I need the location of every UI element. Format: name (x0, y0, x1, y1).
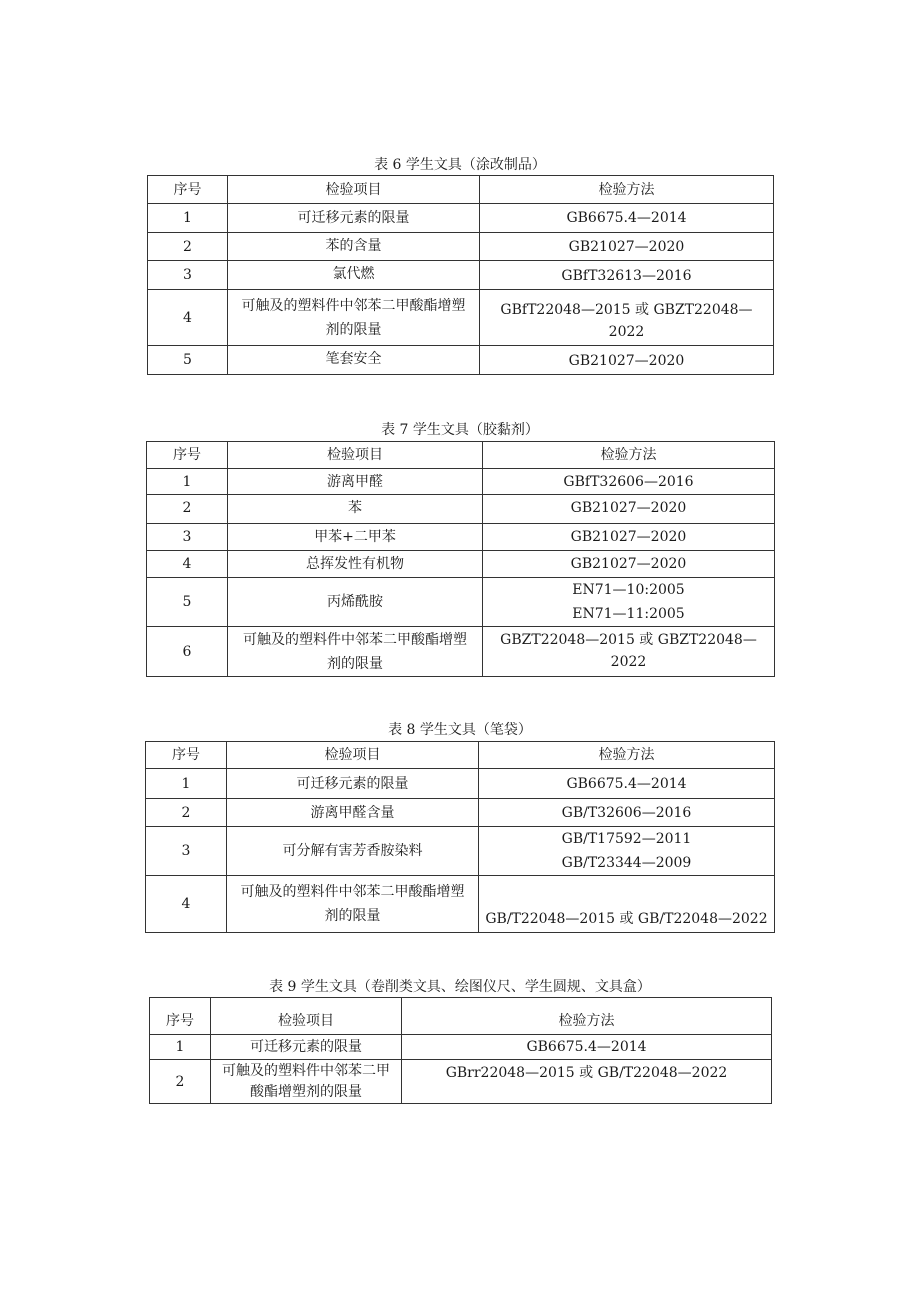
row-item (227, 876, 479, 933)
row-method-line: EN71—11:2005 (572, 606, 685, 622)
table-header-row (148, 176, 774, 204)
header-no: 序号 (146, 742, 227, 769)
row-method: GB6675.4—2014 (479, 769, 775, 799)
table-row (146, 827, 775, 876)
row-item: 可迁移元素的限量 (227, 769, 479, 799)
row-no: 3 (147, 524, 228, 551)
row-no: 4 (146, 876, 227, 933)
header-no: 序号 (147, 442, 228, 469)
row-item: 游离甲醛 (228, 469, 483, 495)
table-6 (147, 175, 774, 375)
row-method: GB6675.4—2014 (402, 1035, 772, 1060)
row-method-line: GB/T23344—2009 (561, 855, 692, 871)
table-6-caption: 表 6 学生文具（涂改制品） (374, 157, 546, 173)
row-method: GB/T22048—2015 或 GB/T22048—2022 (479, 876, 775, 933)
row-item: 甲苯+二甲苯 (228, 524, 483, 551)
header-no: 序号 (150, 998, 211, 1035)
row-item (228, 627, 483, 677)
row-no: 1 (146, 769, 227, 799)
row-no: 1 (147, 469, 228, 495)
table-row (148, 233, 774, 261)
row-method (479, 827, 775, 876)
table-row (147, 551, 775, 578)
table-header-row (146, 742, 775, 769)
row-method-line: GB/T17592—2011 (561, 831, 692, 847)
table-header-row (147, 442, 775, 469)
row-item-line: 剂的限量 (325, 321, 382, 338)
row-method (483, 578, 775, 627)
row-item: 游离甲醛含量 (227, 799, 479, 827)
row-no: 3 (148, 261, 228, 290)
table-7-caption: 表 7 学生文具（胶黏剂） (381, 422, 539, 438)
row-item (228, 290, 480, 346)
row-item-line: 可触及的塑料件中邻苯二甲酸酯增塑 (243, 631, 467, 648)
row-method: GB21027—2020 (483, 495, 775, 524)
row-item (211, 1060, 402, 1104)
row-method-line: EN71—10:2005 (572, 582, 685, 598)
row-item: 可分解有害芳香胺染料 (227, 827, 479, 876)
table-row (146, 799, 775, 827)
row-no: 1 (150, 1035, 211, 1060)
header-method: 检验方法 (479, 742, 775, 769)
row-no: 2 (147, 495, 228, 524)
row-method: GBfT22048—2015 或 GBZT22048—2022 (480, 290, 774, 346)
row-item: 总挥发性有机物 (228, 551, 483, 578)
row-item-line: 可触及的塑料件中邻苯二甲酸酯增塑 (241, 297, 466, 314)
header-item: 检验项目 (211, 998, 402, 1035)
table-row (148, 204, 774, 233)
row-no: 5 (147, 578, 228, 627)
row-no: 2 (150, 1060, 211, 1104)
table-row (150, 1035, 772, 1060)
row-method: GB21027—2020 (483, 524, 775, 551)
header-no: 序号 (148, 176, 228, 204)
header-method: 检验方法 (402, 998, 772, 1035)
row-item-line: 可触及的塑料件中邻苯二甲酸酯增塑 (240, 884, 465, 900)
row-no: 2 (148, 233, 228, 261)
table-8 (145, 741, 775, 933)
row-method: GB21027—2020 (480, 346, 774, 375)
row-method: GBfT32613—2016 (480, 261, 774, 290)
row-no: 6 (147, 627, 228, 677)
header-item: 检验项目 (227, 742, 479, 769)
row-method: GB6675.4—2014 (480, 204, 774, 233)
row-no: 4 (148, 290, 228, 346)
row-item: 可迁移元素的限量 (228, 204, 480, 233)
row-item-line: 剂的限量 (327, 655, 383, 672)
table-row (146, 769, 775, 799)
row-no: 5 (148, 346, 228, 375)
table-9-caption: 表 9 学生文具（卷削类文具、绘图仪尺、学生圆规、文具盒） (269, 979, 651, 995)
table-row (147, 495, 775, 524)
header-item: 检验项目 (228, 176, 480, 204)
row-item-line: 可触及的塑料件中邻苯二甲 (222, 1062, 390, 1079)
header-method: 检验方法 (480, 176, 774, 204)
table-row (147, 524, 775, 551)
row-no: 4 (147, 551, 228, 578)
row-item: 可迁移元素的限量 (211, 1035, 402, 1060)
row-item-line: 酸酯增塑剂的限量 (250, 1083, 362, 1100)
row-no: 3 (146, 827, 227, 876)
row-item-line: 剂的限量 (324, 908, 381, 924)
table-row (147, 627, 775, 677)
row-method: GBrr22048—2015 或 GB/T22048—2022 (402, 1060, 772, 1104)
table-8-caption: 表 8 学生文具（笔袋） (388, 722, 532, 738)
table-row (150, 1060, 772, 1104)
table-7 (146, 441, 775, 677)
table-header-row (150, 998, 772, 1035)
table-row (146, 876, 775, 933)
header-item: 检验项目 (228, 442, 483, 469)
row-item: 氯代燃 (228, 261, 480, 290)
row-item: 苯的含量 (228, 233, 480, 261)
table-row (147, 578, 775, 627)
table-row (148, 261, 774, 290)
row-method: GBZT22048—2015 或 GBZT22048—2022 (483, 627, 775, 677)
row-no: 2 (146, 799, 227, 827)
row-item: 苯 (228, 495, 483, 524)
table-row (148, 346, 774, 375)
row-no: 1 (148, 204, 228, 233)
table-9 (149, 997, 772, 1104)
row-method: GB21027—2020 (480, 233, 774, 261)
row-method: GB21027—2020 (483, 551, 775, 578)
table-row (148, 290, 774, 346)
row-item: 丙烯酰胺 (228, 578, 483, 627)
row-item: 笔套安全 (228, 346, 480, 375)
table-row (147, 469, 775, 495)
header-method: 检验方法 (483, 442, 775, 469)
row-method: GB/T32606—2016 (479, 799, 775, 827)
row-method: GBfT32606—2016 (483, 469, 775, 495)
